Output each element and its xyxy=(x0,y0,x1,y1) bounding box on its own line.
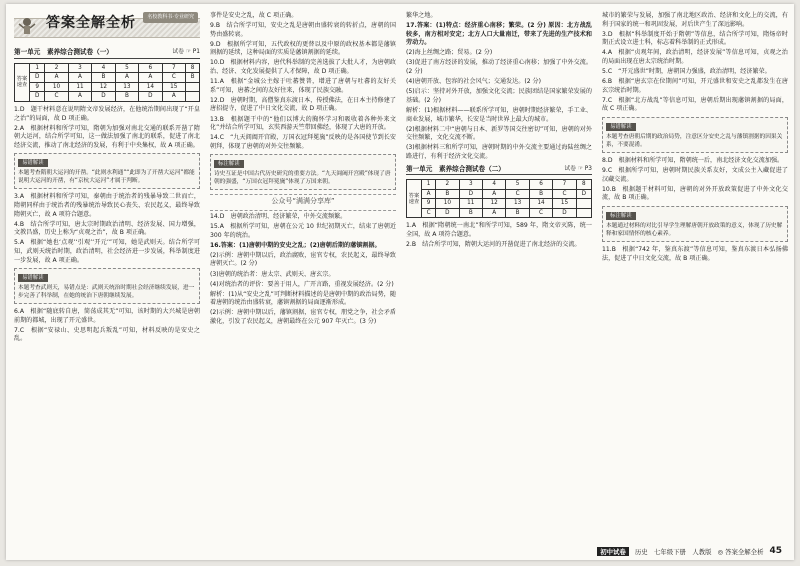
tip-text: 本题考查武则天，易错点是：武则天统治时期社会经济继续发展，进一步完善了科举制，在她的统治下唐朝继续发展。 xyxy=(18,285,195,300)
table-cell: B xyxy=(115,92,138,102)
table-cell: A xyxy=(482,208,505,218)
unit-heading xyxy=(406,165,592,176)
table-cell: C xyxy=(553,189,576,199)
answer-item: 14.D 唐朝政治清明、经济繁荣，中外交流频繁。 xyxy=(210,213,347,220)
answer-item: 3.D 根据“科举制度开始于隋朝”等信息，结合所学可知，隋炀帝时期正式设立进士科，标志着科举制的正式形成。 xyxy=(602,30,788,47)
answer-item: 10.D 根据材料内容，唐代科举制的完善选拔了大批人才，为唐朝政治、经济、文化发展提供了人才保障，故 D 项正确。 xyxy=(210,59,396,76)
tip-box xyxy=(14,153,200,189)
table-cell: A xyxy=(115,73,138,83)
answer-item: (4)唐朝开放、包容的社会风气；交通发达。(2 分) xyxy=(406,78,541,86)
tip-text: 本题考查唐朝后期的政治局势，注意区分安史之乱与藩镇割据的因果关系，不要混淆。 xyxy=(606,134,783,149)
answer-table-side: 答案速查 xyxy=(407,180,422,218)
answer-item: 15.A 根据所学可知，唐朝在公元 10 世纪初期灭亡，结束了唐朝近 300 年的统治。 xyxy=(210,223,396,239)
answer-item: 解析：(1)从“安史之乱”可判断材料描述的是唐朝中期的政治局势，随着唐朝的统治由盛转衰，藩镇割据的局面逐渐形成。 xyxy=(210,290,396,307)
tip-box xyxy=(602,117,788,153)
footer-section: ◎ 答案全解全析 xyxy=(717,547,764,556)
table-cell: 4 xyxy=(92,63,115,73)
unit-ref: 试卷 ☞ P3 xyxy=(564,165,592,172)
answer-item: (4)对统治者的评价：要善于用人，广开言路，重视发展经济。(2 分) xyxy=(210,280,394,288)
table-cell: B xyxy=(436,189,459,199)
answer-item: (3)唐朝的统治者：唐太宗、武则天、唐玄宗。 xyxy=(210,270,335,278)
unit-heading xyxy=(14,48,200,59)
table-cell: B xyxy=(506,208,529,218)
answer-item: (2)根据材料二中“唐朝与日本、新罗等国交往密切”可知，唐朝的对外交往频繁，文化交流不断。 xyxy=(406,125,592,142)
table-cell: 14 xyxy=(139,82,162,92)
table-cell: A xyxy=(45,73,68,83)
table-cell: 2 xyxy=(45,63,68,73)
table-cell: 5 xyxy=(506,180,529,190)
table-cell: D xyxy=(30,73,45,83)
tip-heading: 易错解读 xyxy=(18,159,48,167)
column-4 xyxy=(602,12,788,265)
table-cell: 7 xyxy=(162,63,185,73)
answer-item: 11.A 根据“金城公主嫁于吐蕃赞普，增进了唐朝与吐蕃的友好关系”可知，唐蕃之间的友好往来，体现了民族交融。 xyxy=(210,78,396,94)
table-cell xyxy=(186,92,200,102)
column-2 xyxy=(210,12,396,328)
table-cell: D xyxy=(92,92,115,102)
table-cell: 4 xyxy=(482,180,505,190)
answer-item: 6.A 根据“随底转自唐，简荡成其无”可知，该时期的大兴城是唐朝前期的都城，出现了开元盛世。 xyxy=(14,308,200,324)
table-cell: C xyxy=(506,189,529,199)
mascot-icon xyxy=(16,16,38,38)
table-cell xyxy=(576,199,591,209)
answer-item: 9.B 结合所学可知，安史之乱是唐朝由盛转衰的转折点，唐朝的国势由盛转衰。 xyxy=(210,22,396,38)
table-cell: 9 xyxy=(30,82,45,92)
tip-heading: 易错解读 xyxy=(18,274,48,282)
watermark-text: 公众号“满满分享库” xyxy=(271,197,335,206)
answer-item: 14.C “九天阊阖开宫殿，万国衣冠拜冕旒”反映的是各国使节到长安朝拜，体现了唐朝的对外交往频繁。 xyxy=(210,134,396,150)
table-cell: 10 xyxy=(436,199,459,209)
answer-item: 解析：(1)根据材料——联系所学可知，唐朝时期经济繁荣，手工业、商业发展，城市繁华，长安是当时世界上最大的城市。 xyxy=(406,106,592,123)
divider xyxy=(210,194,396,195)
tip-box xyxy=(210,154,396,190)
tip-heading: 标注解读 xyxy=(606,212,636,220)
table-cell: D xyxy=(436,208,459,218)
table-cell: A xyxy=(68,73,91,83)
unit-title: 第一单元 素养综合测试卷（一） xyxy=(14,48,113,56)
banner-tag: 名校教科书·专业研究 xyxy=(143,12,198,23)
answer-item: 1.A 根据“隋朝统一南北”和所学可知，589 年，隋文帝灭陈，统一全国，故 A 项符合题意。 xyxy=(406,222,592,239)
answer-page xyxy=(6,4,794,560)
answer-item: 11.B 根据“742 年，鉴真东渡”等信息可知，鉴真东渡日本弘扬佛法，促进了中日文化交流，故 B 项正确。 xyxy=(602,246,788,262)
table-cell: 13 xyxy=(506,199,529,209)
table-cell: C xyxy=(422,208,436,218)
answer-item: 4.A 根据“贞观年间，政治清明，经济发展”等信息可知，贞观之治的局面出现在唐太宗统治时期。 xyxy=(602,49,788,65)
answer-item: 7.C 根据“北方战乱”等信息可知，唐朝后期出现藩镇割据的局面，故 C 项正确。 xyxy=(602,96,788,113)
table-cell: 8 xyxy=(576,180,591,190)
column-1 xyxy=(14,12,200,346)
answer-item: (3)促进了南方经济的发展，推动了经济重心南移；加强了中外交流。(2 分) xyxy=(406,59,592,76)
table-cell: D xyxy=(576,189,591,199)
answer-item: 5.C “开元盛世”时期，唐朝国力强盛，政治清明，经济繁荣。 xyxy=(602,68,771,76)
table-cell: A xyxy=(68,92,91,102)
table-cell: B xyxy=(529,189,552,199)
table-cell: D xyxy=(139,92,162,102)
table-cell: 10 xyxy=(45,82,68,92)
unit-title: 第一单元 素养综合测试卷（二） xyxy=(406,164,505,173)
answer-item: 9.D 根据所学可知，五代政权的更替以及中原的政权基本都是藩镇割据的延续，这种局面的实质是藩镇割据的延续。 xyxy=(210,40,396,57)
answer-item: 13.B 根据题干中的“他们以博大的胸怀学习和吸收着各种外来文化”并结合所学可知，玄奘西游天竺带回佛经，体现了大唐的开放。 xyxy=(210,115,396,132)
table-cell: 2 xyxy=(436,180,459,190)
answer-item: 17.答案：(1)特点：经济重心南移；繁荣。(2 分) 原因：北方战乱较多，南方相对安定；北方人口大量南迁，带来了先进的生产技术和劳动力。 xyxy=(406,22,592,47)
divider xyxy=(210,210,396,211)
answer-item: 9.C 根据所学可知，唐朝时期民族关系友好，文成公主入藏促进了汉藏交流。 xyxy=(602,167,788,183)
table-cell: D xyxy=(30,92,45,102)
footer-brand: 初中试卷 xyxy=(597,547,629,556)
table-cell: D xyxy=(553,208,576,218)
answer-item: 7.C 根据“安禄山、史思明起兵叛乱”可知，材料反映的是安史之乱。 xyxy=(14,326,200,343)
table-cell: 15 xyxy=(553,199,576,209)
table-cell: B xyxy=(186,73,200,83)
unit-ref: 试卷 ☞ P1 xyxy=(172,49,200,55)
column-3 xyxy=(406,12,592,251)
answer-table-side: 答案速查 xyxy=(15,63,30,101)
table-cell: 1 xyxy=(422,180,436,190)
answer-item: 2.B 结合所学可知，隋朝大运河的开凿促进了南北经济的交流。 xyxy=(406,241,581,249)
table-cell: 12 xyxy=(92,82,115,92)
table-cell: B xyxy=(459,208,482,218)
answer-item: 2.A 根据材料和所学可知，隋朝为加强对南北交通的联系开凿了隋朝大运河，结合所学可知，这一做法加强了南北的联系，促进了南北经济交流，推动了南北经济的发展，有利于中央集权，故 A 项正确。 xyxy=(14,124,200,149)
table-cell xyxy=(576,208,591,218)
answer-item: 6.B 根据“唐玄宗在位期间”可知，开元盛世和安史之乱都发生在唐玄宗统治时期。 xyxy=(602,78,788,94)
answer-item: 5.A 根据“她也‘点观’‘引观’‘开元’”可知，她是武则天。结合所学可知，武则天统治时期，政治清明，社会经济进一步发展，科举制度进一步发展，故 A 项正确。 xyxy=(14,239,200,264)
table-cell: 5 xyxy=(115,63,138,73)
answer-table xyxy=(406,179,592,218)
table-cell: 14 xyxy=(529,199,552,209)
tip-text: 本题通过材料的对比引导学生理解唐朝开放政策的意义，体现了历史解释和家国情怀的核心素养。 xyxy=(606,223,783,237)
page-title: 答案全解全析 xyxy=(46,15,136,31)
header-banner xyxy=(14,12,200,42)
answer-item: (3)根据材料三和所学可知，唐朝时期的中外交流主要通过海陆丝绸之路进行，有利于经济文化交流。 xyxy=(406,144,592,160)
table-cell xyxy=(186,82,200,92)
answer-item: 10.B 根据题干材料可知，唐朝的对外开放政策促进了中外文化交流，故 B 项正确。 xyxy=(602,185,788,202)
answer-item: (2)示例：唐朝中期以后，藩镇割据，宦官专权，朋党之争，社会矛盾激化，引发了农民起义，唐朝最终在公元 907 年灭亡。(3 分) xyxy=(210,309,396,326)
answer-item: (2)示例：唐朝中期以后，政治腐败，宦官专权，农民起义，最终导致唐朝灭亡。(2 分) xyxy=(210,251,396,268)
table-cell: 6 xyxy=(529,180,552,190)
tip-box xyxy=(14,268,200,304)
table-cell: 11 xyxy=(68,82,91,92)
answer-item: 1.D 题干材料意在说明隋文帝发展经济，在他统治期间出现了“开皇之治”的局面，故 D 项正确。 xyxy=(14,105,200,122)
answer-item: 8.D 根据材料和所学可知，隋朝统一后，南北经济文化交流加强。 xyxy=(602,157,784,165)
tip-text: 本题考查隋朝大运河的开凿。“此则水利通”“此即为了开凿大运河”都能说明大运河的开凿，有“京杭大运河”才属于判断。 xyxy=(18,170,195,185)
table-cell: 3 xyxy=(68,63,91,73)
table-cell: B xyxy=(92,73,115,83)
answer-item: 事件是安史之乱，故 C 项正确。 xyxy=(210,12,298,19)
tip-text: 诗史互证是中国古代历史研究的重要方法。“九天阊阖开宫殿”体现了唐朝的强盛，“万国衣冠拜冕旒”体现了万国来朝。 xyxy=(214,171,391,186)
answer-table xyxy=(14,63,200,102)
table-cell: A xyxy=(482,189,505,199)
table-cell: C xyxy=(45,92,68,102)
answer-item: 城市的繁荣与发展，加强了南北地区政治、经济和文化上的交流，有利于国家的统一和巩固发展，对后世产生了深远影响。 xyxy=(602,12,788,28)
footer-subject: 历史 七年级下册 人教版 xyxy=(634,547,712,556)
table-cell: 11 xyxy=(459,199,482,209)
table-cell: A xyxy=(162,92,185,102)
table-cell: 3 xyxy=(459,180,482,190)
table-cell: 1 xyxy=(30,63,45,73)
tip-heading: 标注解读 xyxy=(214,160,244,168)
answer-item: 3.A 根据材料和所学可知，秦朝由于统治者的残暴导致二世而亡，隋朝同样由于统治者的残暴统治导致民心丧失、农民起义，最终导致隋朝灭亡，故 A 项符合题意。 xyxy=(14,193,200,218)
table-cell: 9 xyxy=(422,199,436,209)
tip-box xyxy=(602,206,788,242)
table-cell: C xyxy=(529,208,552,218)
answer-item: 繁华之地。 xyxy=(406,12,437,19)
page-number: 45 xyxy=(769,546,782,556)
table-cell: A xyxy=(422,189,436,199)
tip-heading: 易错解读 xyxy=(606,123,636,131)
answer-item: 4.B 结合所学可知，唐太宗时期政治清明、经济发展、国力增强，文教昌盛，历史上称为“贞观之治”，故 B 项正确。 xyxy=(14,220,200,237)
table-cell: C xyxy=(162,73,185,83)
answer-item: 12.D 唐朝时期，高僧鉴真东渡日本，传授佛法，在日本主持修建了唐招提寺，促进了中日文化交流，故 D 项正确。 xyxy=(210,96,396,113)
table-cell: 15 xyxy=(162,82,185,92)
table-cell: 8 xyxy=(186,63,200,73)
table-cell: 7 xyxy=(553,180,576,190)
answer-item: (2)海上丝绸之路；贸易。(2 分) xyxy=(406,49,493,57)
table-cell: 13 xyxy=(115,82,138,92)
answer-item: 16.答案：(1)唐朝中期的安史之乱；(2)唐朝后期的藩镇割据。 xyxy=(210,241,381,249)
answer-item: (5)启示：坚持对外开放，加强文化交流；民族团结是国家繁荣发展的基础。(2 分) xyxy=(406,88,592,104)
table-cell: D xyxy=(459,189,482,199)
table-cell: A xyxy=(139,73,162,83)
page-footer xyxy=(597,546,782,556)
table-cell: 6 xyxy=(139,63,162,73)
table-cell: 12 xyxy=(482,199,505,209)
